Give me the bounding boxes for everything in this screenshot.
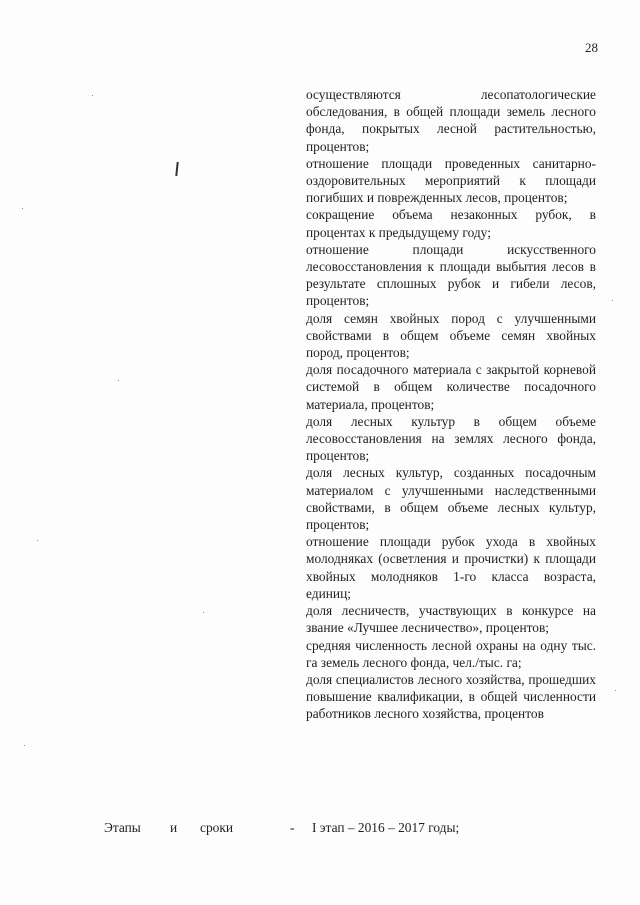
indicator-paragraph: отношение площади искусственного лесовосстановления к площади выбытия лесов в результате сплошных рубок и гибели лесов, процентов;	[306, 241, 596, 309]
indicator-paragraph: средняя численность лесной охраны на одну тыс. га земель лесного фонда, чел./тыс. га;	[306, 637, 596, 670]
indicator-paragraph: доля посадочного материала с закрытой корневой системой в общем количестве посадочного материала, процентов;	[306, 362, 596, 412]
stages-value: I этап – 2016 – 2017 годы;	[312, 820, 460, 835]
indicator-paragraph: доля лесничеств, участвующих в конкурсе на звание «Лучшее лесничество», процентов;	[306, 603, 596, 636]
scan-speck	[203, 612, 204, 613]
indicator-paragraph: осуществляются лесопатологические обследования, в общей площади земель лесного фонда, покрытых лесной растительностью, процентов;	[306, 87, 596, 154]
indicator-paragraph: доля лесных культур в общем объеме лесовосстановления на землях лесного фонда, процентов;	[306, 413, 596, 464]
scan-speck	[118, 380, 119, 381]
indicator-paragraph: доля семян хвойных пород с улучшенными свойствами в общем объеме семян хвойных пород, процентов;	[306, 310, 596, 361]
stages-dash: -	[290, 820, 295, 835]
indicator-paragraph: доля специалистов лесного хозяйства, прошедших повышение квалификации, в общей численности работников лесного хозяйства, процентов	[306, 671, 596, 722]
stages-row	[0, 820, 640, 840]
stray-pen-mark	[175, 162, 178, 176]
scan-speck	[92, 95, 93, 96]
stages-label-word: сроки	[200, 820, 234, 835]
indicators-column	[306, 86, 596, 723]
scan-speck	[37, 540, 38, 541]
indicator-paragraph: доля лесных культур, созданных посадочным материалом с улучшенными наследственными свойствами, в общем объеме лесных культур, процентов;	[306, 465, 596, 533]
scan-speck	[22, 208, 23, 209]
scan-speck	[615, 690, 616, 691]
scan-speck	[612, 300, 613, 301]
indicator-paragraph: отношение площади проведенных санитарно-оздоровительных мероприятий к площади погибших и поврежденных лесов, процентов;	[306, 155, 596, 206]
indicator-paragraph: сокращение объема незаконных рубок, в процентах к предыдущему году;	[306, 207, 596, 240]
page-number: 28	[585, 40, 598, 55]
scan-speck	[24, 745, 25, 746]
indicator-paragraph: отношение площади рубок ухода в хвойных молодняках (осветления и прочистки) к площади хвойных молодняков 1-го класса возраста, единиц;	[306, 534, 596, 601]
stages-label-word: и	[170, 820, 178, 835]
stages-label-word: Этапы	[104, 820, 141, 835]
